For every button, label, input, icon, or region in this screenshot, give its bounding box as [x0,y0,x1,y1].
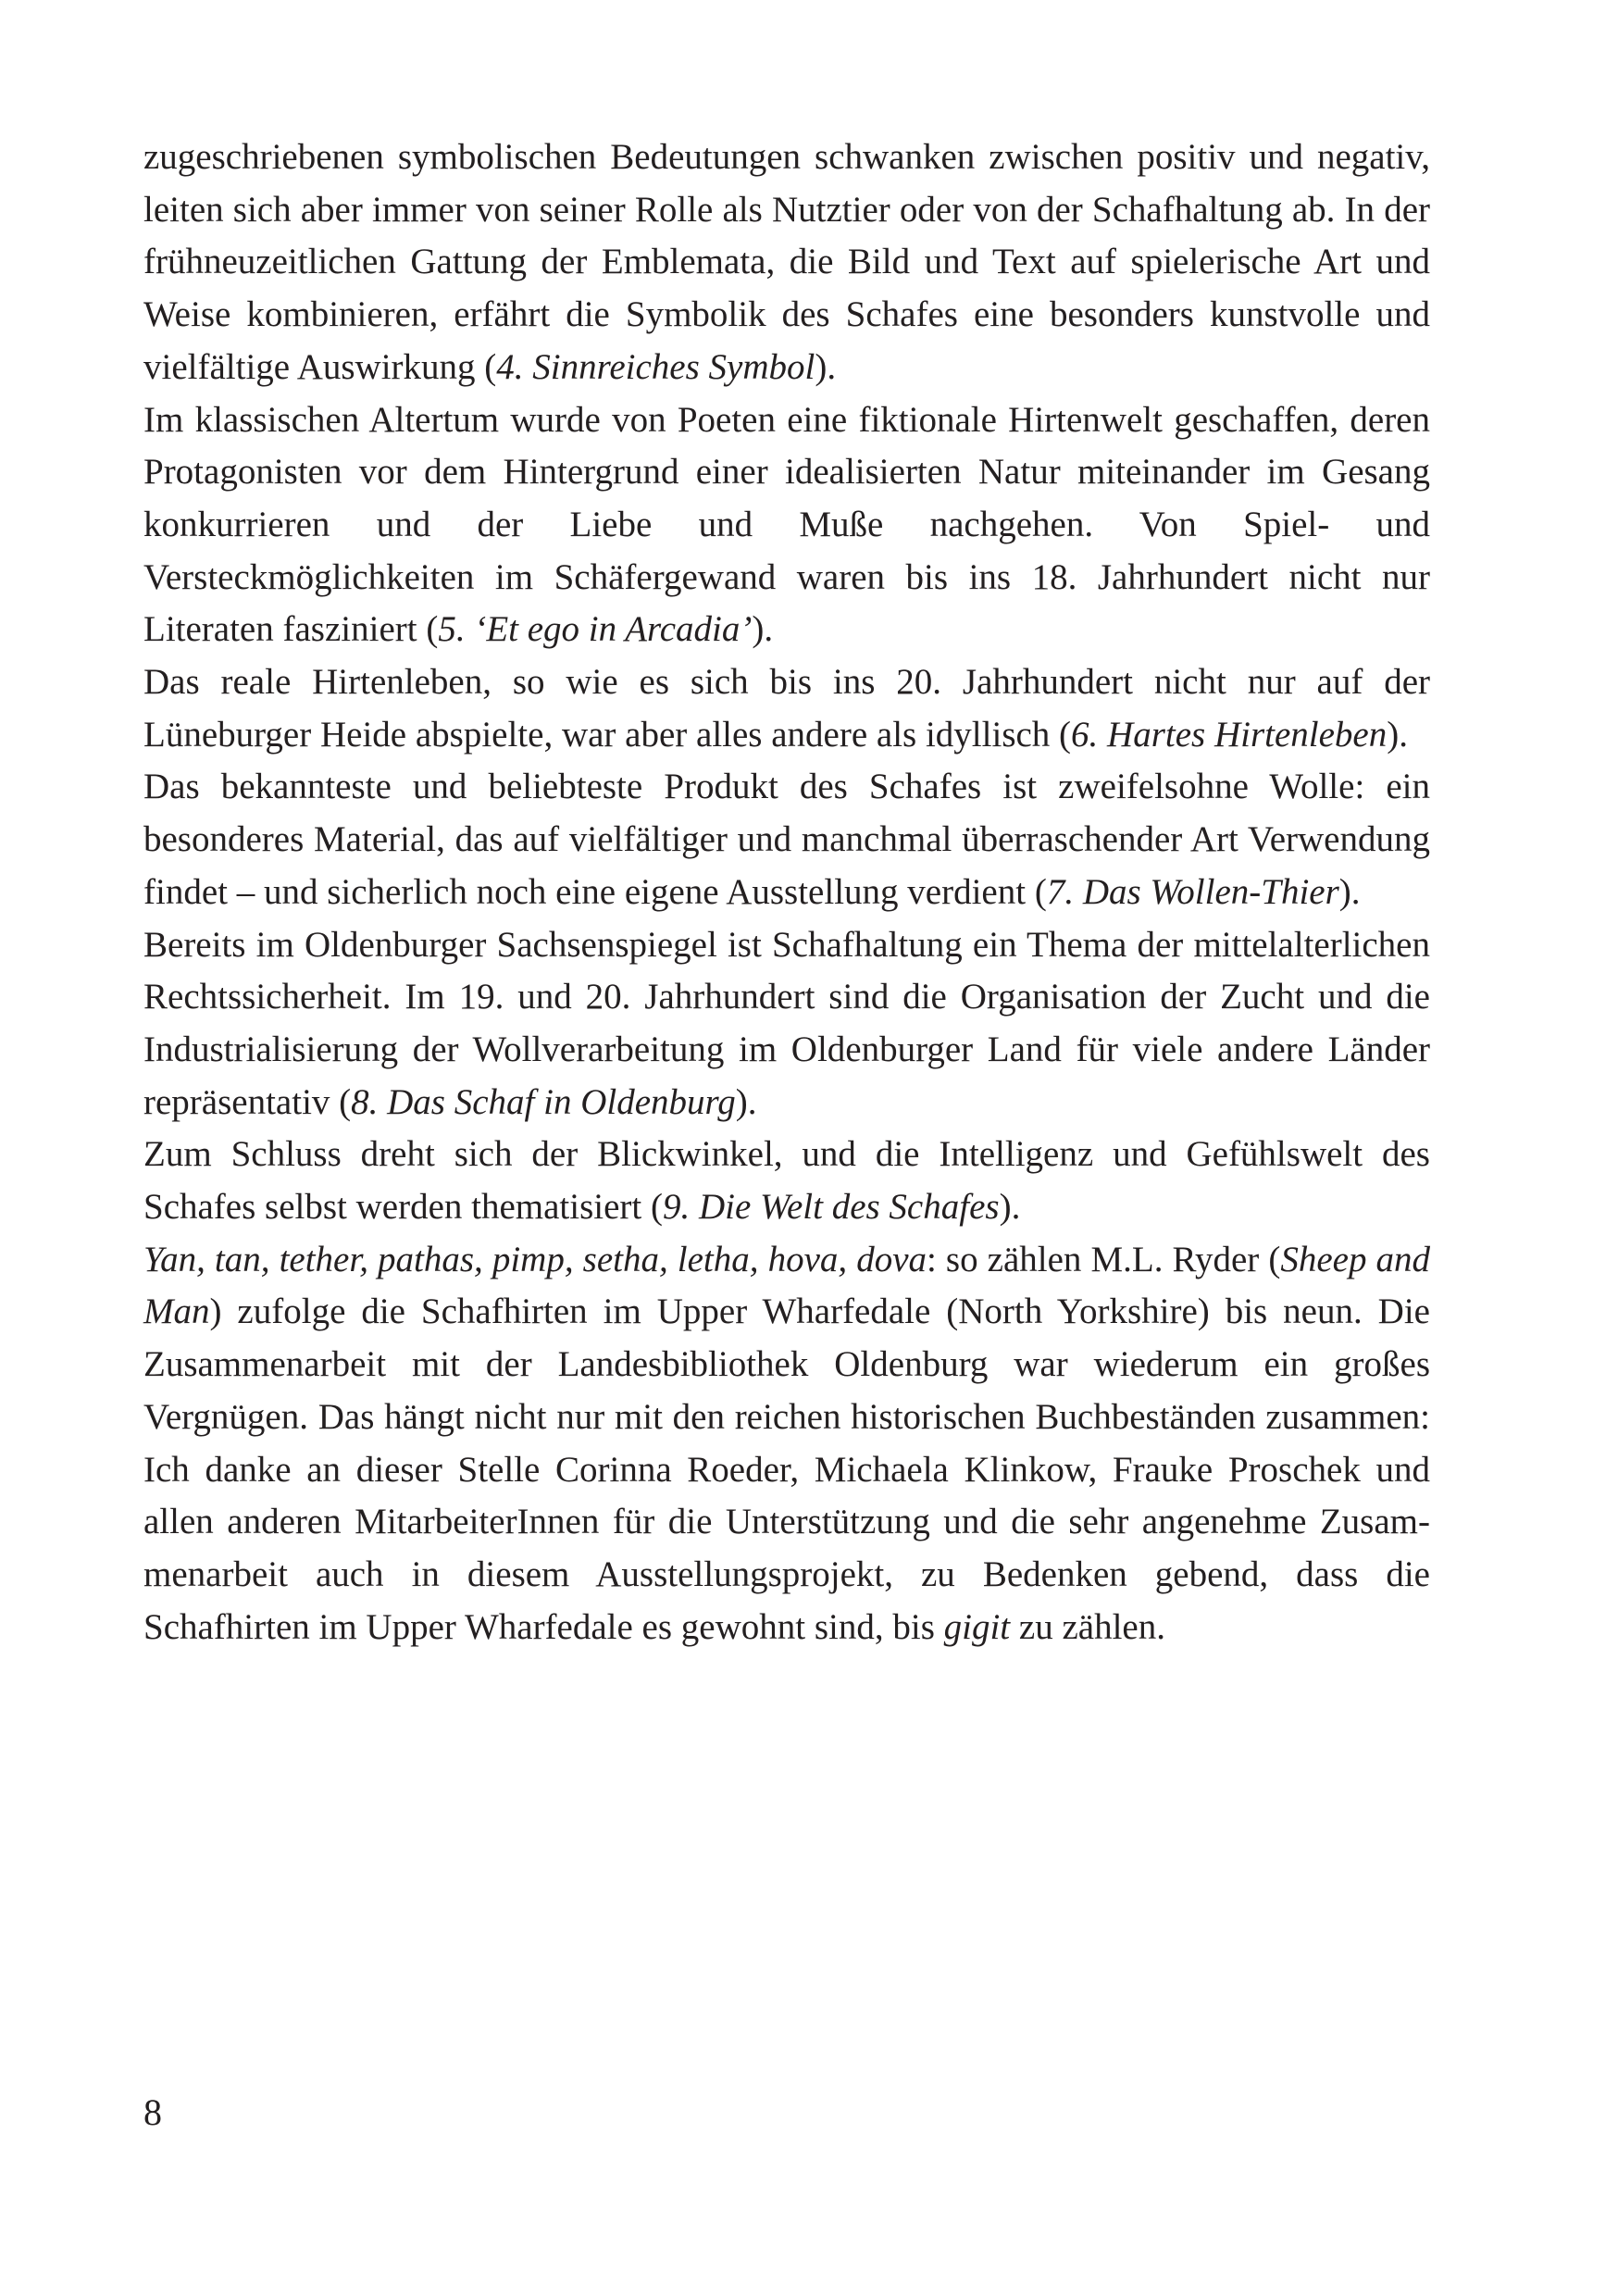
text-run: Bereits im Oldenburger Sachsenspiegel ist Schafhaltung ein Thema der mittelalterlichen Rechtssicherheit. Im 19. und 20. Jahrhundert sind die Organisation der Zucht und die Industrialisierung der Wollverarbeitung im Oldenburger Land für viele andere Länder repräsentativ ( [143,924,1430,1122]
italic-text: 9. Die Welt des Schafes [663,1187,1000,1228]
paragraph [143,761,1430,918]
italic-text: 4. Sinnreiches Symbol [496,346,815,387]
text-run: Das bekannteste und beliebteste Produkt des Schafes ist zweifelsohne Wolle: ein besonderes Material, das auf vielfältiger und manchmal überraschender Art Verwendung findet – und sicherlich noch eine eigene Ausstellung verdient ( [143,767,1430,912]
paragraph [143,919,1430,1129]
text-run: ). [999,1187,1021,1228]
text-run: ). [1387,714,1408,755]
text-run: Im klassischen Altertum wurde von Poeten eine fiktionale Hirtenwelt geschaffen, deren Protagonisten vor dem Hintergrund einer idealisierten Natur miteinander im Gesang konkurrieren und der Liebe und Muße nachgehen. Von Spiel- und Versteckmöglichkeiten im Schäfergewand waren bis ins 18. Jahrhundert nicht nur Literaten fasziniert ( [143,399,1430,650]
text-run: ) zufolge die Schafhirten im Upper Wharfedale (North Yorkshire) bis neun. Die Zusammenarbeit mit der Landesbibliothek Oldenburg war wiederum ein großes Vergnügen. Das hängt nicht nur mit den reichen historischen Buchbeständen zusammen: Ich danke an dieser Stelle Corinna Roeder, Michaela Klinkow, Frauke Proschek und allen anderen MitarbeiterInnen für die Unterstützung und die sehr angenehme Zusammenarbeit auch in diesem Ausstellungsprojekt, zu Bedenken gebend, dass die Schafhirten im Upper Wharfedale es gewohnt sind, bis [143,1292,1430,1647]
paragraph [143,656,1430,761]
italic-text: Sheep and Man [143,1239,1431,1332]
italic-text: 7. Das Wollen-Thier [1046,871,1339,912]
text-run: zu zählen. [1010,1606,1165,1647]
italic-text: 5. ‘Et ego in Arcadia’ [438,609,753,650]
text-run: zugeschriebenen symbolischen Bedeutungen schwanken zwischen positiv und negativ, leiten sich aber immer von seiner Rolle als Nutztier oder von der Schafhaltung ab. In der frühneuzeitlichen Gattung der Emblemata, die Bild und Text auf spielerische Art und Weise kombinieren, erfährt die Symbolik des Schafes eine besonders kunstvolle und vielfältige Auswirkung ( [143,137,1430,387]
text-run: ). [1338,871,1361,912]
paragraph [143,131,1430,394]
text-run: Zum Schluss dreht sich der Blickwinkel, und die Intelligenz und Gefühlswelt des Schafes selbst werden thematisiert ( [143,1134,1430,1228]
paragraph [143,394,1430,657]
italic-text: 8. Das Schaf in Oldenburg [351,1081,736,1122]
text-run: Das reale Hirtenleben, so wie es sich bis ins 20. Jahrhundert nicht nur auf der Lüneburger Heide abspielte, war aber alles andere als idyllisch ( [143,662,1430,755]
italic-text: 6. Hartes Hirtenleben [1071,714,1388,755]
italic-text: gigit [943,1606,1011,1647]
italic-text: Yan, tan, tether, pathas, pimp, setha, letha, hova, dova [143,1239,927,1279]
text-run: : so zählen M.L. Ryder ( [927,1239,1281,1279]
text-run: ). [752,609,774,650]
text-run: ). [815,346,837,387]
text-run: ). [735,1081,757,1122]
paragraph [143,1234,1430,1654]
page-number: 8 [143,2091,162,2133]
body-text [143,131,1430,1653]
paragraph [143,1129,1430,1233]
